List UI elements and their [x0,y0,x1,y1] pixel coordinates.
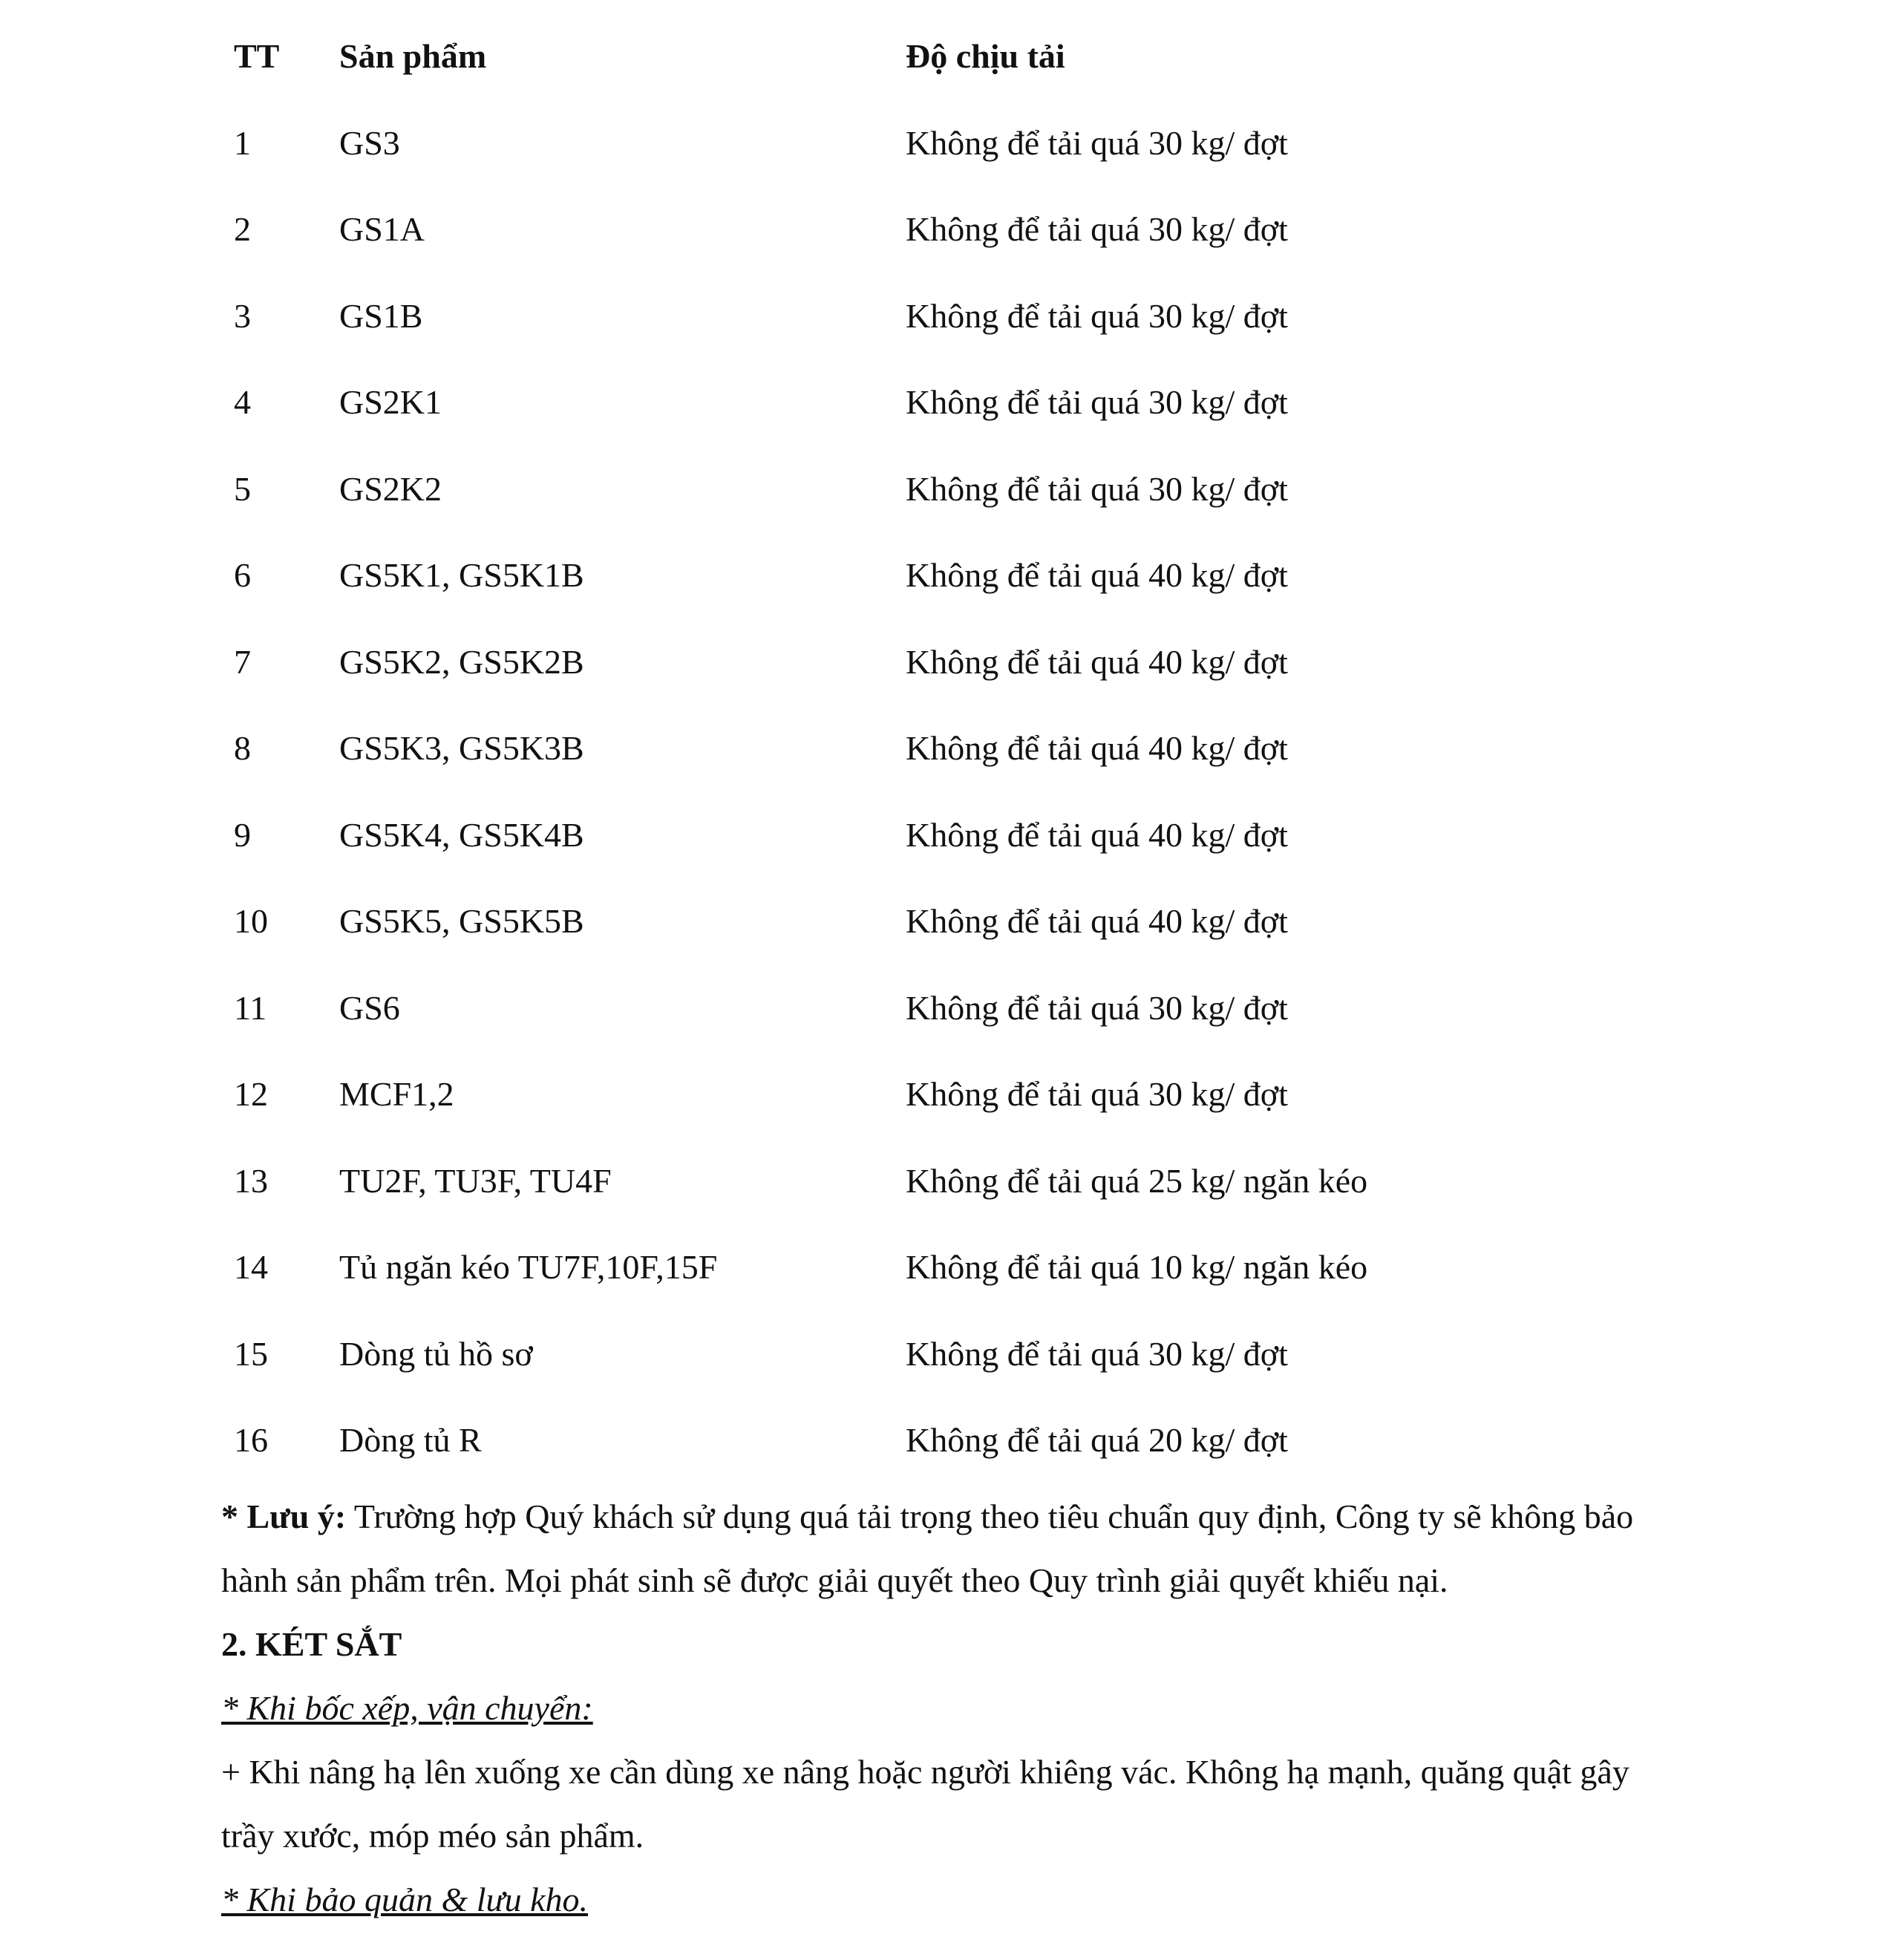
row-product: GS2K1 [339,383,442,421]
section-heading: 2. KÉT SẮT [221,1625,402,1663]
header-load: Độ chịu tải [906,37,1065,75]
table-body [223,102,1633,1486]
row-product: GS5K5, GS5K5B [339,902,584,940]
table-header-row [223,15,1633,102]
table-row [223,880,1633,967]
row-load: Không để tải quá 30 kg/ đợt [906,296,1288,335]
row-load: Không để tải quá 30 kg/ đợt [906,1075,1288,1113]
row-product: GS5K2, GS5K2B [339,642,584,681]
row-product: Dòng tủ hồ sơ [339,1334,533,1373]
row-product: Dòng tủ R [339,1421,482,1459]
row-load: Không để tải quá 20 kg/ đợt [906,1421,1288,1459]
row-load: Không để tải quá 40 kg/ đợt [906,729,1288,767]
row-product: GS2K2 [339,469,442,508]
row-load: Không để tải quá 40 kg/ đợt [906,815,1288,854]
note-label: * Lưu ý: [221,1497,347,1535]
row-product: GS5K4, GS5K4B [339,815,584,854]
row-load: Không để tải quá 30 kg/ đợt [906,123,1288,162]
row-load: Không để tải quá 40 kg/ đợt [906,902,1288,940]
table-row [223,1053,1633,1140]
row-load: Không để tải quá 30 kg/ đợt [906,988,1288,1027]
row-tt: 6 [234,556,251,594]
row-product: GS5K3, GS5K3B [339,729,584,767]
row-tt: 10 [234,902,268,940]
row-product: GS1B [339,296,423,335]
table-row [223,1140,1633,1226]
table-row [223,102,1633,189]
subheading-storage: * Khi bảo quản & lưu kho. [221,1881,589,1918]
transport-item: + Khi nâng hạ lên xuống xe cần dùng xe nâng hoặc người khiêng vác. Không hạ mạnh, quăng quật gây trầy xước, móp méo sản phẩm. [221,1753,1629,1855]
row-product: GS6 [339,988,400,1027]
row-tt: 14 [234,1248,268,1286]
row-load: Không để tải quá 30 kg/ đợt [906,1334,1288,1373]
row-load: Không để tải quá 40 kg/ đợt [906,642,1288,681]
row-product: Tủ ngăn kéo TU7F,10F,15F [339,1248,718,1286]
row-tt: 9 [234,815,251,854]
table-row [223,448,1633,535]
row-tt: 7 [234,642,251,681]
row-product: GS5K1, GS5K1B [339,556,584,594]
note-paragraph [221,1485,1676,1613]
table-row [223,794,1633,881]
row-tt: 15 [234,1334,268,1373]
row-tt: 3 [234,296,251,335]
row-load: Không để tải quá 30 kg/ đợt [906,210,1288,248]
row-product: GS3 [339,123,400,162]
row-product: TU2F, TU3F, TU4F [339,1161,612,1200]
note-text: Trường hợp Quý khách sử dụng quá tải trọng theo tiêu chuẩn quy định, Công ty sẽ không bảo hành sản phẩm trên. Mọi phát sinh sẽ được giải quyết theo Quy trình giải quyết khiếu nại. [221,1497,1634,1599]
header-product: Sản phẩm [339,37,487,75]
row-tt: 1 [234,123,251,162]
load-capacity-table [223,15,1633,1486]
row-tt: 12 [234,1075,268,1113]
row-product: GS1A [339,210,425,248]
subheading-transport: * Khi bốc xếp, vận chuyển: [221,1689,593,1727]
row-tt: 8 [234,729,251,767]
table-row [223,1399,1633,1486]
table-row [223,361,1633,448]
table-row [223,275,1633,362]
row-load: Không để tải quá 30 kg/ đợt [906,469,1288,508]
row-tt: 2 [234,210,251,248]
row-tt: 4 [234,383,251,421]
row-load: Không để tải quá 25 kg/ ngăn kéo [906,1161,1368,1200]
table-row [223,621,1633,708]
row-load: Không để tải quá 10 kg/ ngăn kéo [906,1248,1368,1286]
row-tt: 13 [234,1161,268,1200]
table-row [223,1313,1633,1399]
row-tt: 5 [234,469,251,508]
table-row [223,707,1633,794]
table-row [223,188,1633,275]
row-load: Không để tải quá 30 kg/ đợt [906,383,1288,421]
row-tt: 11 [234,988,267,1027]
header-tt: TT [234,37,280,75]
notes-section [221,1485,1676,1932]
row-load: Không để tải quá 40 kg/ đợt [906,556,1288,594]
row-tt: 16 [234,1421,268,1459]
table-row [223,1226,1633,1313]
row-product: MCF1,2 [339,1075,454,1113]
table-row [223,967,1633,1054]
table-row [223,534,1633,621]
